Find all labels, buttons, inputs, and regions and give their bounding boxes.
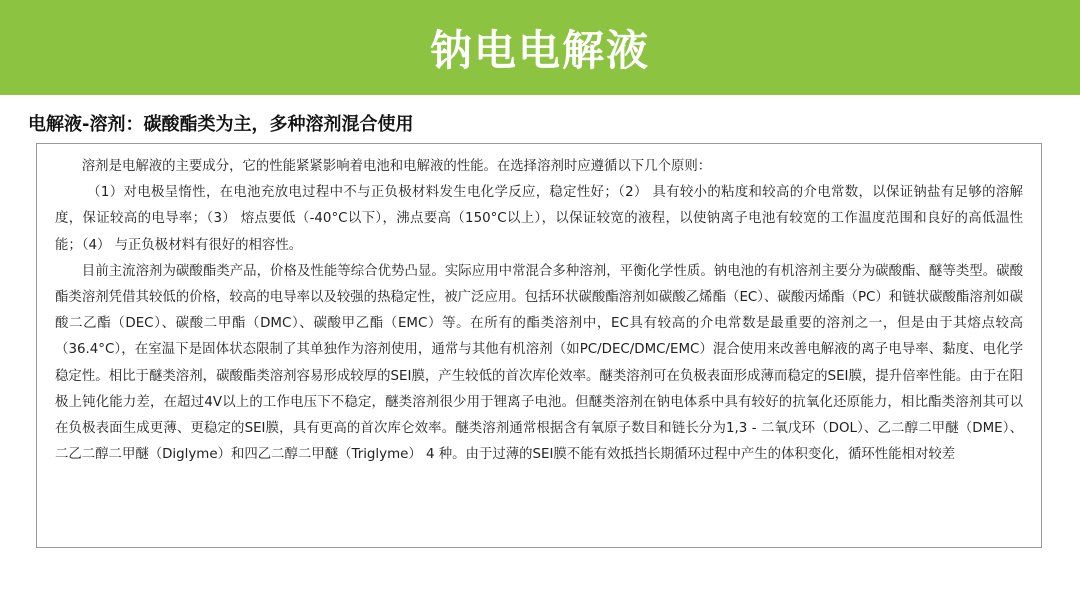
section-subtitle: 电解液-溶剂：碳酸酯类为主，多种溶剂混合使用 bbox=[28, 114, 414, 135]
intro-paragraph: 溶剂是电解液的主要成分，它的性能紧紧影响着电池和电解液的性能。在选择溶剂时应遵循以下几个原则： bbox=[81, 159, 712, 174]
content-box bbox=[36, 143, 1042, 548]
page-title: 钠电电解液 bbox=[429, 25, 650, 75]
principles-paragraph: （1）对电极呈惰性，在电池充放电过程中不与正负极材料发生电化学反应，稳定性好；（2） 具有较小的粘度和较高的介电常数，以保证钠盐有足够的溶解度，保证较高的电导率；（3） 熔点要低（-40°C以下），沸点要高（150°C以上），以保证较宽的液程，以使钠离子电池有较宽的工作温度范围和良好的高低温性能；（4） 与正负极材料有很好的相容性。 bbox=[55, 185, 1023, 253]
title-bar bbox=[0, 0, 1080, 95]
detail-paragraph: 目前主流溶剂为碳酸酯类产品，价格及性能等综合优势凸显。实际应用中常混合多种溶剂，平衡化学性质。钠电池的有机溶剂主要分为碳酸酯、醚等类型。碳酸酯类溶剂凭借其较低的价格，较高的电导率以及较强的热稳定性，被广泛应用。包括环状碳酸酯溶剂如碳酸乙烯酯（EC）、碳酸丙烯酯（PC）和链状碳酸酯溶剂如碳酸二乙酯（DEC）、碳酸二甲酯（DMC）、碳酸甲乙酯（EMC）等。在所有的酯类溶剂中，EC具有较高的介电常数是最重要的溶剂之一，但是由于其熔点较高（36.4°C），在室温下是固体状态限制了其单独作为溶剂使用，通常与其他有机溶剂（如PC/DEC/DMC/EMC）混合使用来改善电解液的离子电导率、黏度、电化学稳定性。相比于醚类溶剂，碳酸酯类溶剂容易形成较厚的SEI膜，产生较低的首次库伦效率。醚类溶剂可在负极表面形成薄而稳定的SEI膜，提升倍率性能。由于在阳极上钝化能力差，在超过4V以上的工作电压下不稳定，醚类溶剂很少用于锂离子电池。但醚类溶剂在钠电体系中具有较好的抗氧化还原能力，相比酯类溶剂其可以在负极表面生成更薄、更稳定的SEI膜，具有更高的首次库仑效率。醚类溶剂通常根据含有氧原子数目和链长分为1,3 - 二氧戊环（DOL）、乙二醇二甲醚（DME）、二乙二醇二甲醚（Diglyme）和四乙二醇二甲醚（Triglyme） 4 种。由于过薄的SEI膜不能有效抵挡长期循环过程中产生的体积变化，循环性能相对较差 bbox=[55, 263, 1023, 463]
